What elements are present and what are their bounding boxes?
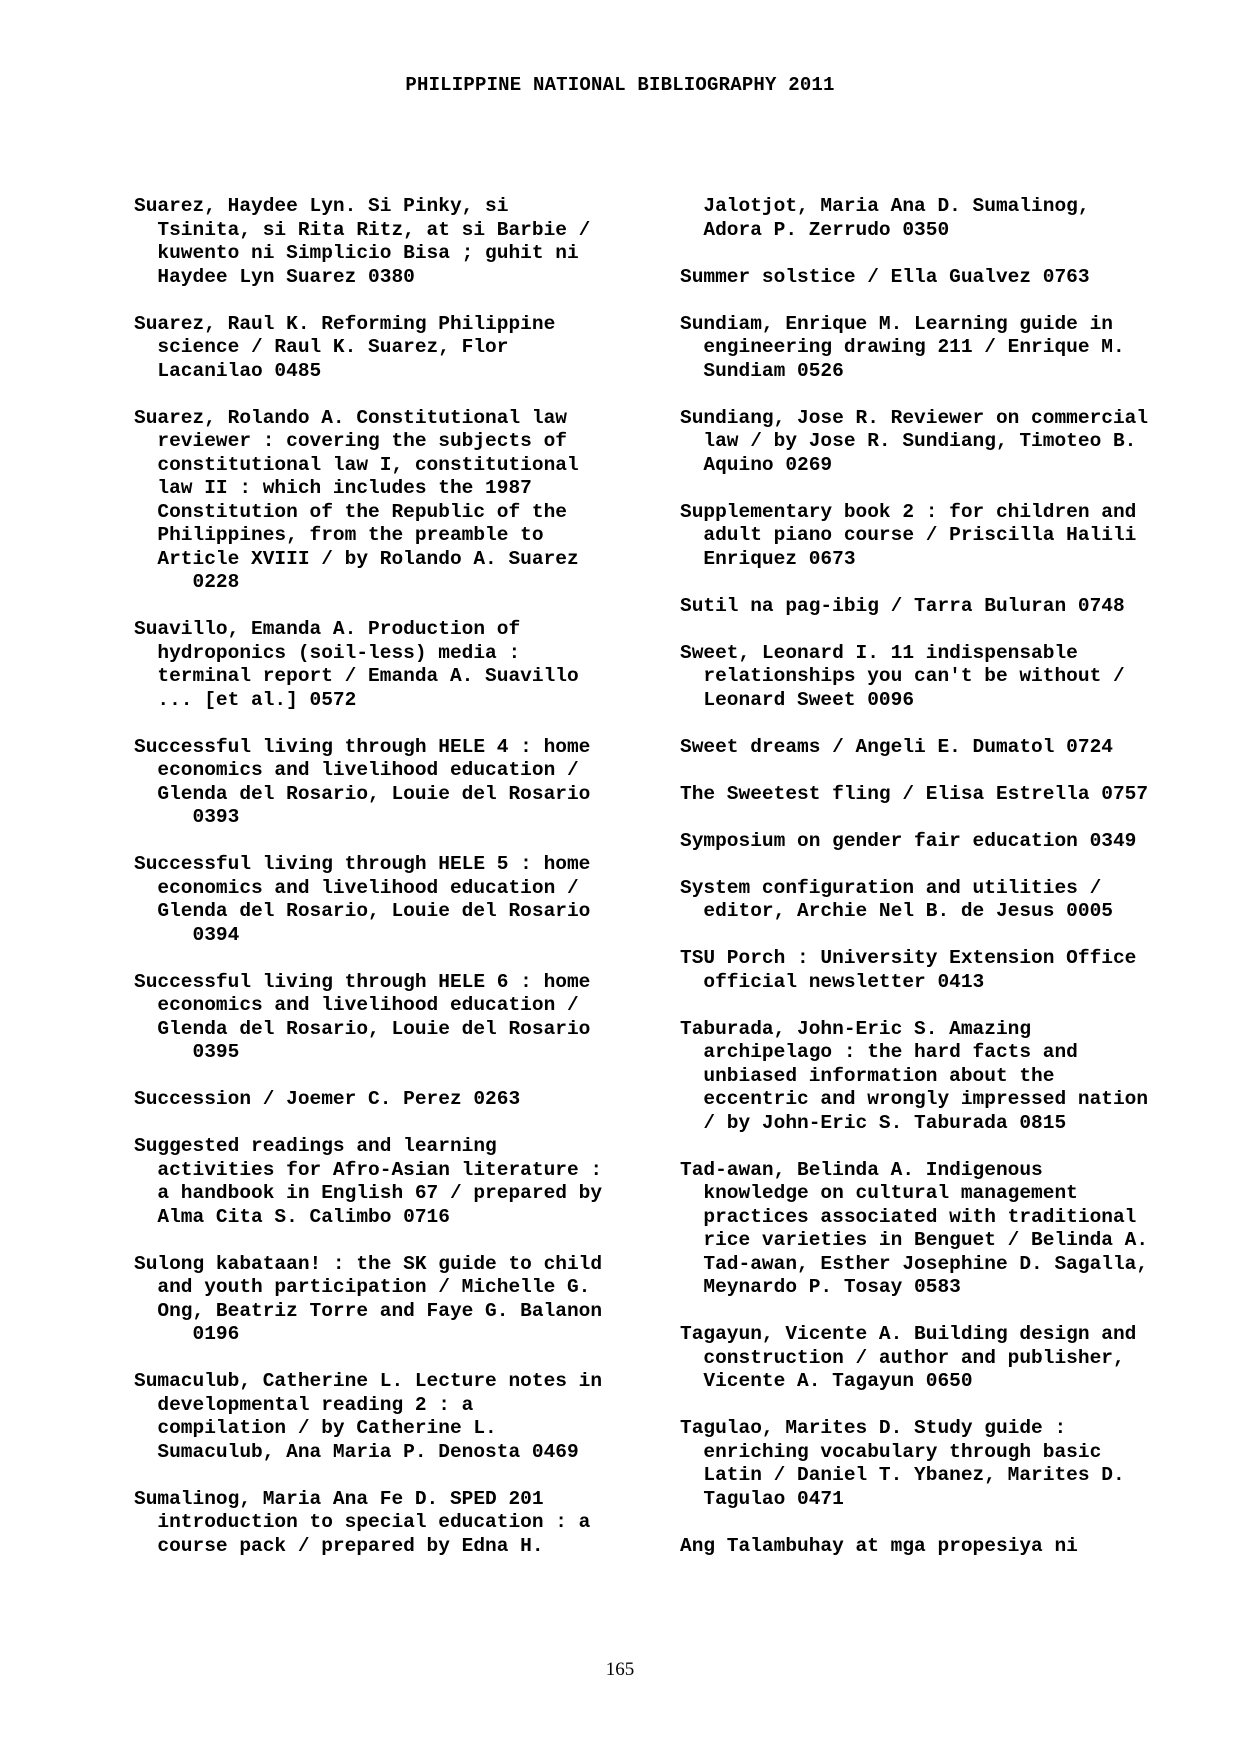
entry-line: Glenda del Rosario, Louie del Rosario <box>134 900 591 922</box>
entry-line: Tsinita, si Rita Ritz, at si Barbie / <box>134 218 591 241</box>
entry-line: engineering drawing 211 / Enrique M. <box>680 336 1125 358</box>
entry-line: Ang Talambuhay at mga propesiya ni <box>680 1534 1078 1557</box>
entry-line: science / Raul K. Suarez, Flor <box>134 336 509 358</box>
page-header: PHILIPPINE NATIONAL BIBLIOGRAPHY 2011 <box>405 74 835 96</box>
entry-line: Jalotjot, Maria Ana D. Sumalinog, <box>680 195 1090 217</box>
entry-line: Suarez, Rolando A. Constitutional law <box>134 406 567 429</box>
entry-line: reviewer : covering the subjects of <box>134 430 567 452</box>
entry-line: Meynardo P. Tosay 0583 <box>680 1276 961 1298</box>
entry-line: Sweet dreams / Angeli E. Dumatol 0724 <box>680 735 1113 758</box>
entry-line: Glenda del Rosario, Louie del Rosario <box>134 1017 591 1040</box>
entry-line: Summer solstice / Ella Gualvez 0763 <box>680 265 1090 288</box>
entry-line: law II : which includes the 1987 <box>134 477 532 499</box>
entry-line: rice varieties in Benguet / Belinda A. <box>680 1229 1149 1251</box>
entry-line: economics and livelihood education / <box>134 994 579 1016</box>
bibliography-entry <box>134 1088 654 1112</box>
entry-line: Haydee Lyn Suarez 0380 <box>134 265 415 288</box>
entry-line: editor, Archie Nel B. de Jesus 0005 <box>680 900 1113 922</box>
left-column <box>134 195 654 1582</box>
bibliography-entry <box>680 1417 1180 1511</box>
entry-line: Tagayun, Vicente A. Building design and <box>680 1323 1137 1345</box>
entry-line: Sweet, Leonard I. 11 indispensable <box>680 641 1078 664</box>
bibliography-entry <box>680 736 1180 760</box>
entry-line: Sundiang, Jose R. Reviewer on commercial <box>680 406 1149 429</box>
entry-line: archipelago : the hard facts and <box>680 1041 1078 1063</box>
entry-line: adult piano course / Priscilla Halili <box>680 524 1137 546</box>
bibliography-entry <box>680 830 1180 854</box>
entry-line: unbiased information about the <box>680 1064 1055 1087</box>
entry-line: 0395 <box>134 1041 240 1063</box>
entry-line: economics and livelihood education / <box>134 759 579 781</box>
entry-line: Sutil na pag-ibig / Tarra Buluran 0748 <box>680 594 1125 617</box>
bibliography-entry <box>134 853 654 947</box>
bibliography-entry <box>134 1135 654 1229</box>
entry-line: Leonard Sweet 0096 <box>680 688 915 711</box>
bibliography-entry <box>134 1253 654 1347</box>
bibliography-entry <box>134 1370 654 1464</box>
entry-line: and youth participation / Michelle G. <box>134 1276 591 1298</box>
entry-line: practices associated with traditional <box>680 1205 1137 1228</box>
entry-line: Supplementary book 2 : for children and <box>680 500 1137 523</box>
bibliography-entry <box>680 1323 1180 1394</box>
bibliography-entry <box>134 195 654 289</box>
entry-line: Article XVIII / by Rolando A. Suarez <box>134 547 579 570</box>
bibliography-entry <box>134 313 654 384</box>
entry-line: Tagulao 0471 <box>680 1487 844 1510</box>
bibliography-entry <box>680 501 1180 572</box>
entry-line: activities for Afro-Asian literature : <box>134 1158 603 1181</box>
entry-line: Sundiam, Enrique M. Learning guide in <box>680 312 1113 335</box>
entry-line: enriching vocabulary through basic <box>680 1440 1102 1463</box>
page-number: 165 <box>605 1659 635 1680</box>
bibliography-entry <box>680 313 1180 384</box>
entry-line: 0228 <box>134 571 240 593</box>
entry-line: Constitution of the Republic of the <box>134 500 567 523</box>
bibliography-entry <box>680 947 1180 994</box>
entry-line: Sumaculub, Catherine L. Lecture notes in <box>134 1370 603 1392</box>
entry-line: knowledge on cultural management <box>680 1182 1078 1204</box>
bibliography-entry <box>134 407 654 595</box>
entry-line: Taburada, John-Eric S. Amazing <box>680 1017 1032 1040</box>
entry-line: Tad-awan, Esther Josephine D. Sagalla, <box>680 1252 1149 1275</box>
entry-line: Suarez, Raul K. Reforming Philippine <box>134 312 556 335</box>
entry-line: construction / author and publisher, <box>680 1346 1125 1369</box>
entry-line: introduction to special education : a <box>134 1511 591 1533</box>
entry-line: compilation / by Catherine L. <box>134 1417 497 1439</box>
right-column <box>680 195 1180 1582</box>
entry-line: a handbook in English 67 / prepared by <box>134 1182 603 1204</box>
entry-line: 0196 <box>134 1323 240 1345</box>
entry-line: / by John-Eric S. Taburada 0815 <box>680 1111 1067 1134</box>
entry-line: Successful living through HELE 4 : home <box>134 735 591 758</box>
entry-line: relationships you can't be without / <box>680 665 1125 687</box>
bibliography-entry <box>680 407 1180 478</box>
entry-line: Latin / Daniel T. Ybanez, Marites D. <box>680 1464 1125 1486</box>
bibliography-entry <box>680 1535 1180 1559</box>
entry-line: Successful living through HELE 5 : home <box>134 853 591 875</box>
entry-line: 0394 <box>134 923 240 946</box>
entry-line: Lacanilao 0485 <box>134 359 322 382</box>
bibliography-entry <box>680 783 1180 807</box>
entry-line: Adora P. Zerrudo 0350 <box>680 218 950 241</box>
entry-line: Philippines, from the preamble to <box>134 524 544 546</box>
entry-line: official newsletter 0413 <box>680 970 985 993</box>
entry-line: System configuration and utilities / <box>680 876 1102 899</box>
bibliography-entry <box>134 1488 654 1559</box>
entry-line: Sulong kabataan! : the SK guide to child <box>134 1252 603 1275</box>
bibliography-entry <box>680 266 1180 290</box>
entry-line: Successful living through HELE 6 : home <box>134 970 591 993</box>
entry-line: Vicente A. Tagayun 0650 <box>680 1370 973 1392</box>
bibliography-entry <box>680 1159 1180 1300</box>
entry-line: constitutional law I, constitutional <box>134 453 579 476</box>
entry-line: Symposium on gender fair education 0349 <box>680 829 1137 852</box>
entry-line: Ong, Beatriz Torre and Faye G. Balanon <box>134 1299 603 1322</box>
entry-line: Sumaculub, Ana Maria P. Denosta 0469 <box>134 1440 579 1463</box>
bibliography-entry <box>134 736 654 830</box>
entry-line: terminal report / Emanda A. Suavillo <box>134 665 579 687</box>
entry-line: TSU Porch : University Extension Office <box>680 947 1137 969</box>
entry-line: Aquino 0269 <box>680 453 833 476</box>
entry-line: eccentric and wrongly impressed nation <box>680 1088 1149 1110</box>
entry-line: 0393 <box>134 806 240 828</box>
entry-line: The Sweetest fling / Elisa Estrella 0757 <box>680 782 1149 805</box>
entry-line: ... [et al.] 0572 <box>134 688 357 711</box>
entry-line: Suavillo, Emanda A. Production of <box>134 618 521 640</box>
entry-line: Succession / Joemer C. Perez 0263 <box>134 1088 521 1110</box>
entry-line: law / by Jose R. Sundiang, Timoteo B. <box>680 430 1137 452</box>
entry-line: economics and livelihood education / <box>134 876 579 899</box>
entry-line: Suggested readings and learning <box>134 1135 497 1157</box>
bibliography-entry <box>680 595 1180 619</box>
bibliography-entry <box>134 971 654 1065</box>
bibliography-entry <box>680 195 1180 242</box>
bibliography-entry <box>680 642 1180 713</box>
bibliography-entry <box>680 877 1180 924</box>
entry-line: Glenda del Rosario, Louie del Rosario <box>134 782 591 805</box>
entry-line: Sumalinog, Maria Ana Fe D. SPED 201 <box>134 1487 544 1510</box>
entry-line: kuwento ni Simplicio Bisa ; guhit ni <box>134 242 579 264</box>
bibliography-entry <box>134 618 654 712</box>
entry-line: Suarez, Haydee Lyn. Si Pinky, si <box>134 195 509 217</box>
bibliography-entry <box>680 1018 1180 1136</box>
entry-line: developmental reading 2 : a <box>134 1393 474 1416</box>
entry-line: Tad-awan, Belinda A. Indigenous <box>680 1158 1043 1181</box>
entry-line: course pack / prepared by Edna H. <box>134 1534 544 1557</box>
entry-line: Alma Cita S. Calimbo 0716 <box>134 1205 450 1228</box>
entry-line: hydroponics (soil-less) media : <box>134 641 521 664</box>
entry-line: Sundiam 0526 <box>680 359 844 382</box>
entry-line: Enriquez 0673 <box>680 547 856 570</box>
entry-line: Tagulao, Marites D. Study guide : <box>680 1417 1067 1439</box>
